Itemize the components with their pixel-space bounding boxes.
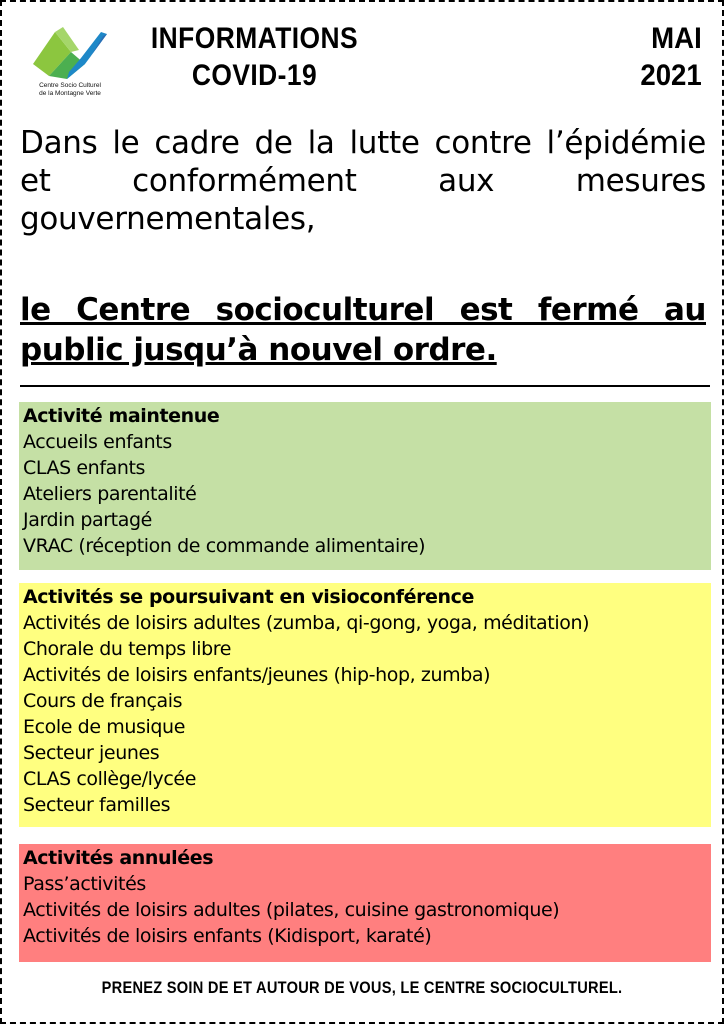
- date-year: 2021: [640, 59, 702, 92]
- footer-message: PRENEZ SOIN DE ET AUTOUR DE VOUS, LE CENTRE SOCIOCULTUREL.: [101, 978, 623, 997]
- intro-paragraph: Dans le cadre de la lutte contre l’épidémie et conformément aux mesures gouvernementales,: [20, 125, 706, 237]
- closure-notice: le Centre socioculturel est fermé au public jusqu’à nouvel ordre.: [20, 292, 706, 368]
- page-title: [138, 20, 371, 94]
- title-line: COVID-19: [191, 59, 318, 92]
- logo-caption: [29, 82, 111, 98]
- date-label: [641, 20, 702, 94]
- videoconference-activities-section: [19, 583, 711, 827]
- list-item: Activités de loisirs enfants/jeunes (hip-hop, zumba): [23, 664, 491, 686]
- logo-caption-line: de la Montagne Verte: [39, 90, 101, 97]
- list-item: Pass’activités: [23, 873, 146, 895]
- list-item: CLAS enfants: [23, 457, 146, 479]
- cancelled-activities-section: [19, 844, 711, 962]
- list-item: Ateliers parentalité: [23, 483, 197, 505]
- list-item: Cours de français: [23, 690, 183, 712]
- section-heading: Activités se poursuivant en visioconférence: [23, 586, 475, 608]
- divider: [20, 385, 710, 387]
- list-item: CLAS collège/lycée: [23, 768, 197, 790]
- list-item: Accueils enfants: [23, 431, 172, 453]
- maintained-activities-section: [19, 402, 711, 570]
- list-item: Ecole de musique: [23, 716, 185, 738]
- date-month: MAI: [651, 22, 702, 55]
- list-item: Secteur familles: [23, 794, 171, 816]
- list-item: VRAC (réception de commande alimentaire): [23, 535, 426, 557]
- list-item: Activités de loisirs enfants (Kidisport, karaté): [23, 925, 432, 947]
- list-item: Activités de loisirs adultes (zumba, qi-gong, yoga, méditation): [23, 612, 590, 634]
- title-line: INFORMATIONS: [150, 22, 359, 55]
- list-item: Chorale du temps libre: [23, 638, 232, 660]
- list-item: Activités de loisirs adultes (pilates, cuisine gastronomique): [23, 899, 560, 921]
- section-heading: Activité maintenue: [23, 405, 220, 427]
- organization-logo: [29, 24, 111, 104]
- section-heading: Activités annulées: [23, 847, 214, 869]
- list-item: Jardin partagé: [23, 509, 152, 531]
- mountain-v-logo-icon: [29, 24, 111, 82]
- list-item: Secteur jeunes: [23, 742, 160, 764]
- logo-caption-line: Centre Socio Culturel: [39, 82, 101, 89]
